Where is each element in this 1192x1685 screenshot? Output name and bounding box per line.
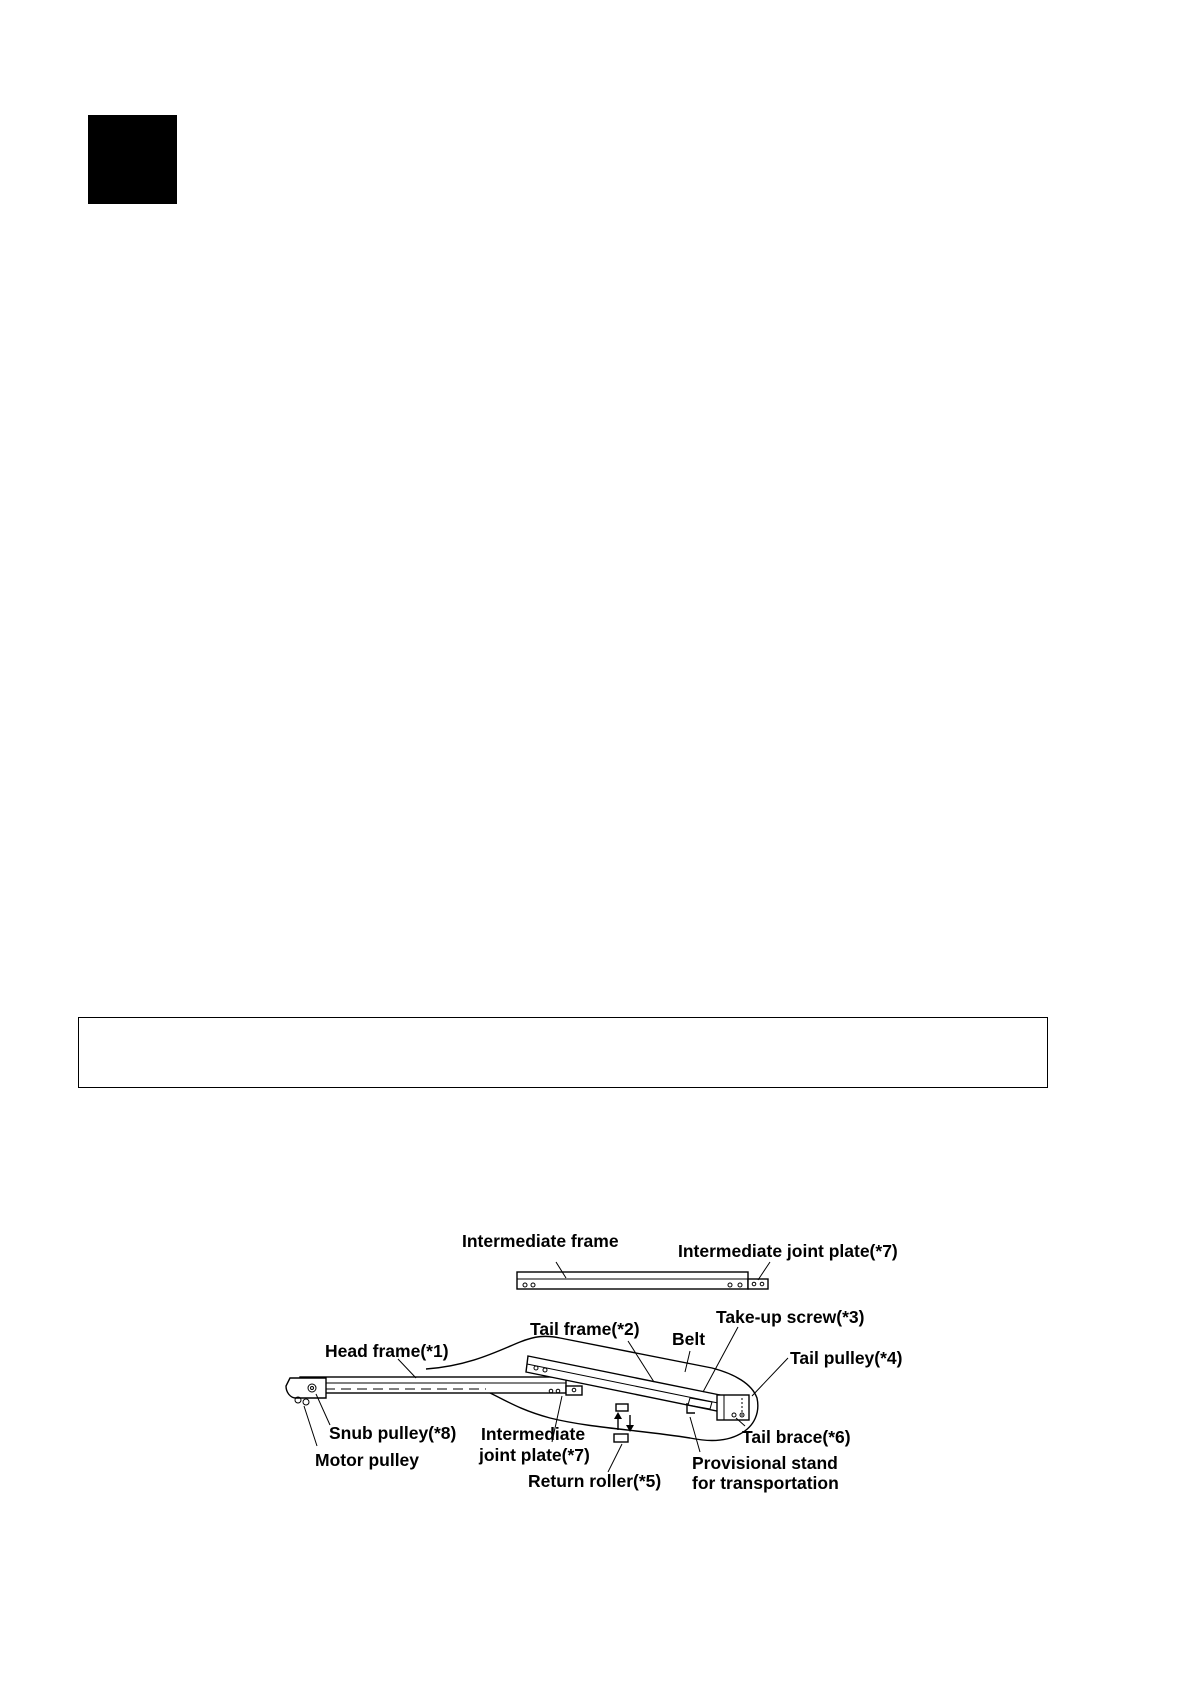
label-motor-pulley: Motor pulley bbox=[315, 1450, 420, 1470]
label-tail-frame: Tail frame(*2) bbox=[530, 1319, 640, 1339]
label-intermediate-joint-plate-line2: joint plate(*7) bbox=[479, 1445, 590, 1465]
head-end-pulleys bbox=[286, 1378, 326, 1405]
label-belt: Belt bbox=[672, 1329, 706, 1349]
label-intermediate-frame: Intermediate frame bbox=[462, 1231, 619, 1251]
label-provisional-stand-line2: for transportation bbox=[692, 1473, 839, 1493]
label-snub-pulley: Snub pulley(*8) bbox=[329, 1423, 457, 1443]
label-intermediate-joint-plate-line1: Intermediate bbox=[481, 1424, 586, 1444]
label-tail-pulley: Tail pulley(*4) bbox=[790, 1348, 903, 1368]
label-provisional-stand-line1: Provisional stand bbox=[692, 1453, 838, 1473]
label-take-up-screw: Take-up screw(*3) bbox=[716, 1307, 865, 1327]
intermediate-frame-part bbox=[517, 1272, 768, 1289]
head-frame-part bbox=[300, 1377, 582, 1395]
label-return-roller: Return roller(*5) bbox=[528, 1471, 662, 1491]
tail-end-part bbox=[717, 1395, 749, 1420]
label-intermediate-joint-plate-top: Intermediate joint plate(*7) bbox=[678, 1241, 898, 1261]
label-tail-brace: Tail brace(*6) bbox=[742, 1427, 851, 1447]
label-head-frame: Head frame(*1) bbox=[325, 1341, 449, 1361]
return-roller-part bbox=[614, 1404, 634, 1442]
